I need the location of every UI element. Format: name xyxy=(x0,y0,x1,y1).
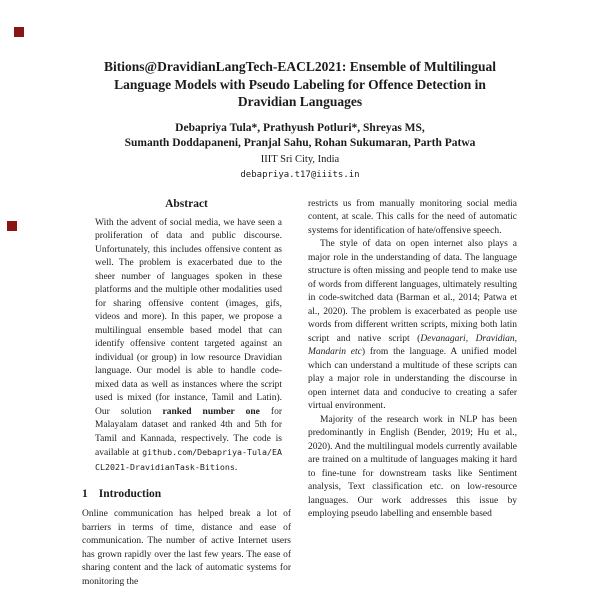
annotation-marker xyxy=(14,27,24,37)
right-column xyxy=(308,198,517,590)
two-column-body xyxy=(82,198,518,590)
affiliation: IIIT Sri City, India xyxy=(260,153,340,165)
section-1-heading xyxy=(82,488,291,500)
section-1-number: 1 xyxy=(82,488,88,500)
author-list xyxy=(82,121,518,151)
right-p2-seg-2: ) from the language. A unified model which can understand a multitude of these scripts can play a major role in understanding the discourse in open internet data and conducive to creating a safer virtual environment. xyxy=(308,347,517,411)
authors-line-1: Debapriya Tula*, Prathyush Potluri*, Shreyas MS, xyxy=(175,121,425,134)
annotation-marker xyxy=(7,221,17,231)
abstract-seg-2: for Malayalam dataset and ranked 4th and 5th for Tamil and Kannada, respectively. The code is available at xyxy=(95,406,283,458)
paper-content xyxy=(82,58,518,589)
right-paragraph-1: restricts us from manually monitoring social media content, at scale. This calls for the need of automatic systems for identification of hate/offensive speech. xyxy=(308,198,517,236)
abstract-seg-1: With the advent of social media, we have seen a proliferation of data and public discourse. Unfortunately, this includes offensive content as well. The problem is exacerbated due to the sheer number of languages spoken in these platforms and the multiple other modalities used for sharing offensive content (images, gifs, videos and more). In this paper, we propose a multilingual ensemble based model that can identify offensive content targeted against an individual (or group) in low resource Dravidian language. Our model is able to handle code-mixed data as well as instances where the script used is mixed (for instance, Tamil and Latin). Our solution xyxy=(95,217,282,417)
abstract-text xyxy=(82,217,291,476)
abstract-seg-3: . xyxy=(234,462,238,473)
right-p2-seg-1: The style of data on open internet also plays a major role in the understanding of data. The language structure is often missing and people tend to make use of words from different languages, ultimately resulting in code-switched data (Barman et al., 2014; Patwa et al., 2020). The problem is exacerbated as people use words from different written scripts, mixing both latin script and native script ( xyxy=(308,239,517,344)
abstract-heading: Abstract xyxy=(165,197,208,210)
abstract-bold-phrase: ranked number one xyxy=(162,406,260,417)
authors-line-2: Sumanth Doddapaneni, Pranjal Sahu, Rohan Sukumaran, Parth Patwa xyxy=(124,136,476,149)
paper-title: Bitions@DravidianLangTech-EACL2021: Ensemble of Multilingual Language Models with Pseudo Labeling for Offence Detection in Dravidian Languages xyxy=(104,59,496,109)
section-1-label: Introduction xyxy=(98,488,162,500)
right-paragraph-3: Majority of the research work in NLP has been predominantly in English (Bender, 2019; Hu et al., 2020). And the multilingual models currently available are trained on a multitude of languages making it hard to fine-tune for downstream tasks like Sentiment analysis, Text classification etc. on low-resource languages. Our work addresses this issue by employing pseudo labelling and ensemble based xyxy=(308,414,517,519)
introduction-paragraph-1: Online communication has helped break a lot of barriers in terms of time, distance and ease of communication. The number of active Internet users has grown rapidly over the last few years. The ease of sharing content and the lack of automatic systems for monitoring the xyxy=(82,509,291,587)
left-column xyxy=(82,198,291,590)
right-paragraph-2 xyxy=(308,238,517,414)
right-p2-italic-scripts: Devanagari, Dravidian, Mandarin etc xyxy=(308,333,517,357)
code-repository-link[interactable]: github.com/Debapriya-Tula/EACL2021-DravidianTask-Bitions xyxy=(95,447,282,472)
author-email: debapriya.t17@iiits.in xyxy=(240,169,360,180)
